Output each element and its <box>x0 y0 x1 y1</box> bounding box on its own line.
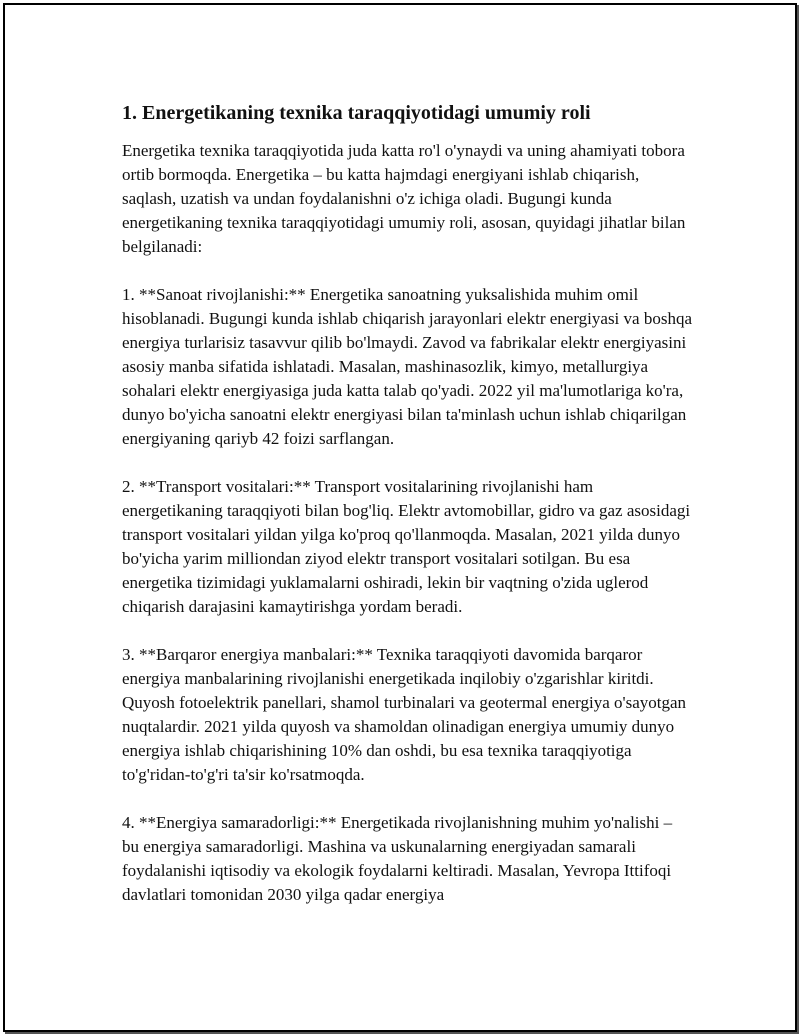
paragraph-energy-efficiency: 4. **Energiya samaradorligi:** Energetikada rivojlanishning muhim yo'nalishi – bu energiya samaradorligi. Mashina va uskunalarning energiyadan samarali foydalanishi iqtisodiy va ekologik foydalarni keltiradi. Masalan, Yevropa Ittifoqi davlatlari tomonidan 2030 yilga qadar energiya <box>122 813 673 904</box>
document-body <box>122 100 692 931</box>
paragraph-industry: 1. **Sanoat rivojlanishi:** Energetika sanoatning yuksalishida muhim omil hisoblanadi. Bugungi kunda ishlab chiqarish jarayonlari elektr energiyasi va boshqa energiya turlarisiz tasavvur qilib bo'lmaydi. Zavod va fabrikalar elektr energiyasini asosiy manba sifatida ishlatadi. Masalan, mashinasozlik, kimyo, metallurgiya sohalari elektr energiyasiga juda katta talab qo'yadi. 2022 yil ma'lumotlariga ko'ra, dunyo bo'yicha sanoatni elektr energiyasi bilan ta'minlash uchun ishlab chiqarilgan energiyaning qariyb 42 foizi sarflangan. <box>122 285 692 448</box>
intro-paragraph: Energetika texnika taraqqiyotida juda katta ro'l o'ynaydi va uning ahamiyati tobora ortib bormoqda. Energetika – bu katta hajmdagi energiyani ishlab chiqarish, saqlash, uzatish va undan foydalanishni o'z ichiga oladi. Bugungi kunda energetikaning texnika taraqqiyotidagi umumiy roli, asosan, quyidagi jihatlar bilan belgilanadi: <box>122 141 686 256</box>
paragraph-transport: 2. **Transport vositalari:** Transport vositalarining rivojlanishi ham energetikaning taraqqiyoti bilan bog'liq. Elektr avtomobillar, gidro va gaz asosidagi transport vositalari yildan yilga ko'proq qo'llanmoqda. Masalan, 2021 yilda dunyo bo'yicha yarim milliondan ziyod elektr transport vositalari sotilgan. Bu esa energetika tizimidagi yuklamalarni oshiradi, lekin bir vaqtning o'zida uglerod chiqarish darajasini kamaytirishga yordam beradi. <box>122 477 691 616</box>
section-heading: 1. Energetikaning texnika taraqqiyotidagi umumiy roli <box>122 102 591 124</box>
paragraph-renewable-energy: 3. **Barqaror energiya manbalari:** Texnika taraqqiyoti davomida barqaror energiya manbalarining rivojlanishi energetikada inqilobiy o'zgarishlar kiritdi. Quyosh fotoelektrik panellari, shamol turbinalari va geotermal energiya o'sayotgan nuqtalardir. 2021 yilda quyosh va shamoldan olinadigan energiya umumiy dunyo energiya ishlab chiqarishining 10% dan oshdi, bu esa texnika taraqqiyotiga to'g'ridan-to'g'ri ta'sir ko'rsatmoqda. <box>122 645 687 784</box>
document-page <box>3 3 797 1032</box>
